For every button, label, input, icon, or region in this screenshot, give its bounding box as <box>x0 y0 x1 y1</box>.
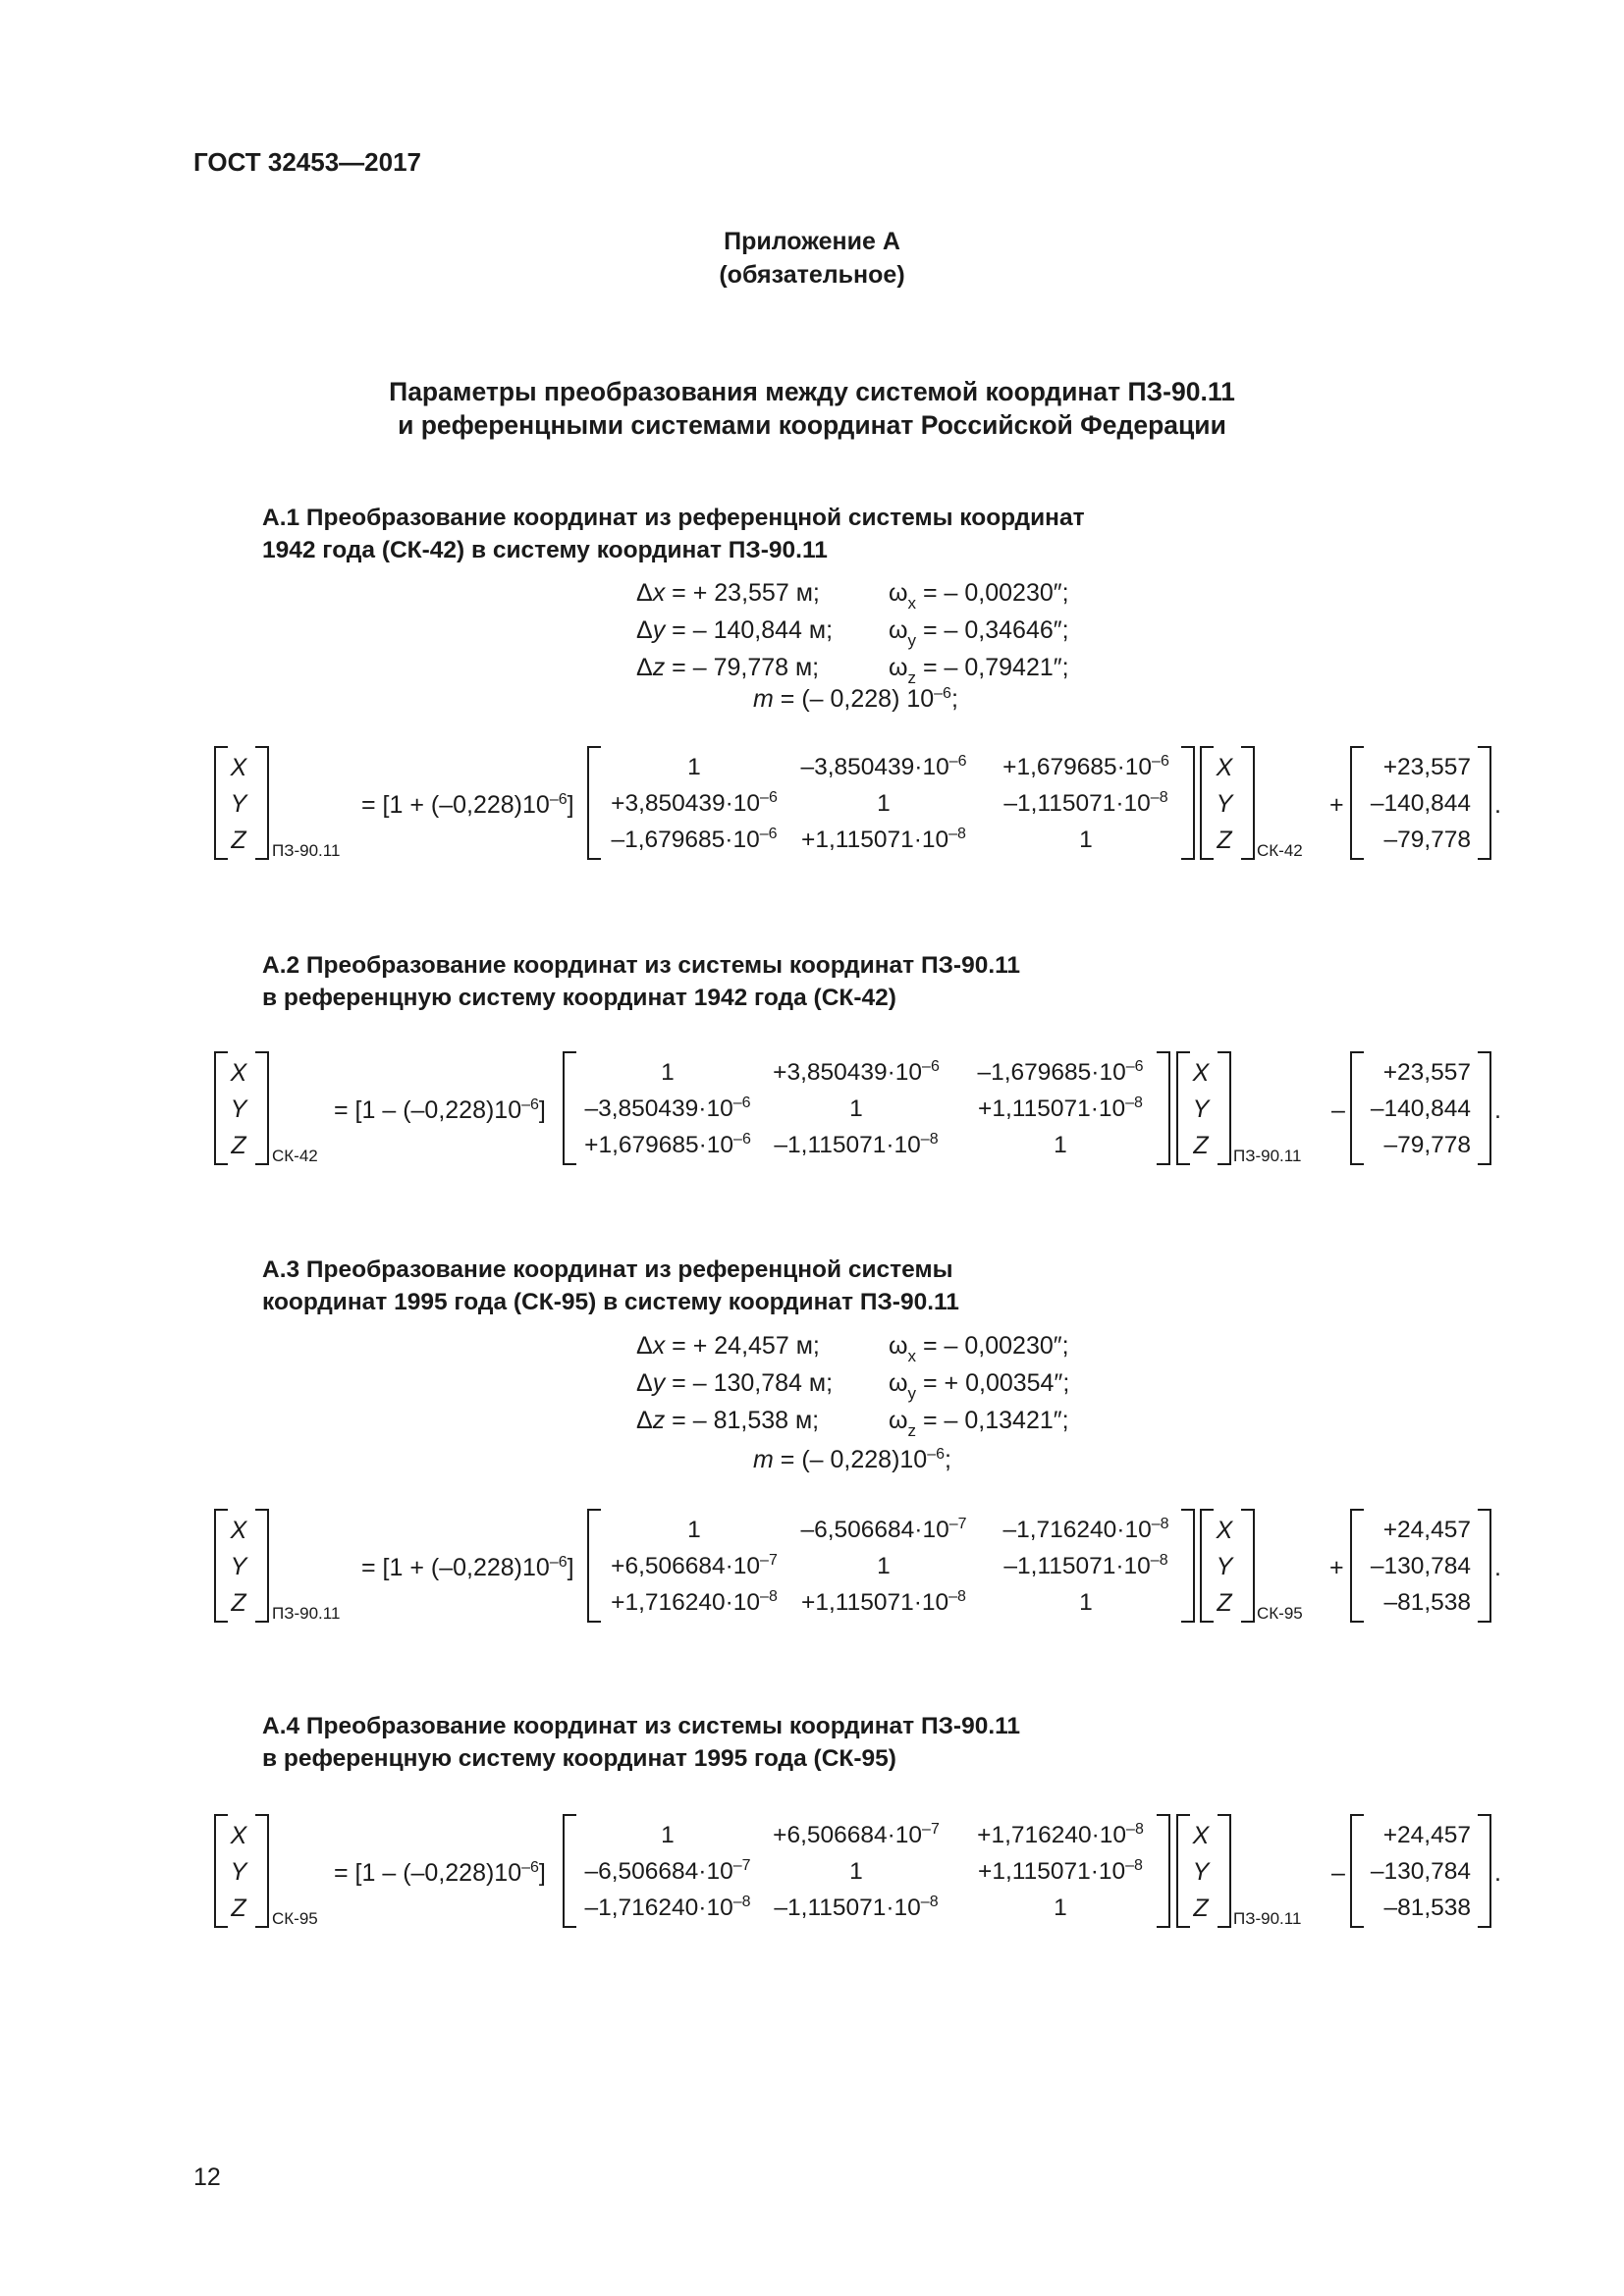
param-dz: Δz = – 81,538 м; <box>636 1407 820 1434</box>
var-y: Y <box>230 1553 247 1580</box>
shift-value: +23,557 <box>1382 1059 1471 1086</box>
matrix-cell: $-1,679685\cdot 10^{-6}$ <box>611 826 778 853</box>
var-y: Y <box>230 790 247 818</box>
var-x: X <box>1216 754 1233 781</box>
rhs-bracket-right <box>1241 746 1255 860</box>
matrix-bracket-right <box>1157 1051 1170 1165</box>
matrix-cell: 1 <box>687 1517 701 1543</box>
matrix-cell: $-3,850439\cdot 10^{-6}$ <box>800 753 967 780</box>
page-title-line1: Параметры преобразования между системой координат ПЗ-90.11 <box>389 377 1235 406</box>
param-dy: Δy = – 130,784 м; <box>636 1369 834 1397</box>
appendix-title: Приложение А <box>724 228 900 255</box>
matrix-cell: $+1,716240\cdot 10^{-8}$ <box>977 1821 1144 1848</box>
shift-bracket-right <box>1478 746 1491 860</box>
period: . <box>1494 1859 1501 1887</box>
rhs-bracket-right <box>1218 1814 1231 1928</box>
shift-value: –130,784 <box>1370 1553 1471 1579</box>
rhs-system-label: СК-42 <box>1257 841 1303 860</box>
var-y: Y <box>1192 1095 1210 1123</box>
rhs-system-label: ПЗ-90.11 <box>1233 1909 1302 1928</box>
lhs-bracket-right <box>255 1509 269 1623</box>
matrix-cell: $-1,716240\cdot 10^{-8}$ <box>584 1894 751 1921</box>
page-title-line2: и референцными системами координат Российской Федерации <box>398 410 1226 440</box>
matrix-cell: $-3,850439\cdot 10^{-6}$ <box>584 1095 751 1122</box>
lhs-bracket-right <box>255 1051 269 1165</box>
section-a2-heading-line2: в референцную систему координат 1942 года (СК-42) <box>262 985 896 1011</box>
operator: + <box>1329 1554 1344 1581</box>
scale-factor: = $[1 - (-0,228)10^{-6}]$ <box>334 1859 546 1887</box>
rhs-system-label: ПЗ-90.11 <box>1233 1147 1302 1165</box>
var-z: Z <box>1193 1895 1209 1922</box>
section-a1-heading-line2: 1942 года (СК-42) в систему координат ПЗ-90.11 <box>262 537 828 563</box>
param-wx: $\omega_x$ = – 0,00230″; <box>889 1332 1069 1365</box>
var-y: Y <box>230 1858 247 1886</box>
matrix-cell: 1 <box>1054 1132 1067 1158</box>
var-z: Z <box>231 827 246 854</box>
scale-factor: = $[1 - (-0,228)10^{-6}]$ <box>334 1096 546 1124</box>
matrix-cell: $-6,506684\cdot 10^{-7}$ <box>584 1857 751 1885</box>
appendix-status: (обязательное) <box>719 261 905 289</box>
matrix-bracket-right <box>1157 1814 1170 1928</box>
lhs-bracket-right <box>255 746 269 860</box>
matrix-cell: 1 <box>1079 827 1093 853</box>
matrix-cell: $+1,115071\cdot 10^{-8}$ <box>978 1095 1143 1122</box>
matrix-bracket-right <box>1181 1509 1195 1623</box>
var-x: X <box>1192 1059 1210 1087</box>
param-m: m = (– $0,228)10^{-6}$; <box>753 1446 951 1473</box>
matrix-cell: $+1,679685\cdot 10^{-6}$ <box>1002 753 1169 780</box>
matrix-cell: $+1,115071\cdot 10^{-8}$ <box>978 1857 1143 1885</box>
var-x: X <box>230 1822 247 1849</box>
matrix-cell: $-1,679685\cdot 10^{-6}$ <box>977 1058 1144 1086</box>
shift-value: –79,778 <box>1383 827 1471 853</box>
matrix-cell: $-1,115071\cdot 10^{-8}$ <box>774 1131 939 1158</box>
param-wy: $\omega_y$ = – 0,34646″; <box>889 616 1069 650</box>
var-z: Z <box>231 1132 246 1159</box>
param-m: m = (– 0,228) $10^{-6}$; <box>753 685 958 713</box>
rhs-bracket-right <box>1218 1051 1231 1165</box>
section-a4-heading-line2: в референцную систему координат 1995 года (СК-95) <box>262 1745 896 1772</box>
matrix-cell: 1 <box>661 1822 675 1848</box>
lhs-system-label: СК-95 <box>272 1909 318 1928</box>
var-y: Y <box>1216 790 1233 818</box>
var-z: Z <box>231 1895 246 1922</box>
period: . <box>1494 1096 1501 1124</box>
shift-value: –130,784 <box>1370 1858 1471 1885</box>
param-wx: $\omega_x$ = – 0,00230″; <box>889 579 1069 613</box>
matrix-cell: $+1,679685\cdot 10^{-6}$ <box>584 1131 751 1158</box>
matrix-cell: 1 <box>849 1858 863 1885</box>
scale-factor: = $[1 + (-0,228)10^{-6}]$ <box>361 791 574 819</box>
lhs-system-label: СК-42 <box>272 1147 318 1165</box>
shift-value: –81,538 <box>1383 1589 1471 1616</box>
matrix-cell: $+3,850439\cdot 10^{-6}$ <box>611 789 778 817</box>
matrix-cell: $-1,115071\cdot 10^{-8}$ <box>774 1894 939 1921</box>
param-dz: Δz = – 79,778 м; <box>636 654 820 681</box>
param-dx: Δx = + 23,557 м; <box>636 579 820 607</box>
shift-value: –79,778 <box>1383 1132 1471 1158</box>
section-a3-heading-line1: А.3 Преобразование координат из референцной системы <box>262 1256 953 1283</box>
var-x: X <box>230 754 247 781</box>
param-wz: $\omega_z$ = – 0,13421″; <box>889 1407 1069 1440</box>
matrix-cell: $+6,506684\cdot 10^{-7}$ <box>611 1552 778 1579</box>
matrix-bracket-right <box>1181 746 1195 860</box>
matrix-cell: 1 <box>687 754 701 780</box>
operator: + <box>1329 791 1344 819</box>
matrix-cell: $-1,115071\cdot 10^{-8}$ <box>1003 1552 1168 1579</box>
param-dy: Δy = – 140,844 м; <box>636 616 834 644</box>
page-number: 12 <box>193 2163 221 2191</box>
var-z: Z <box>1217 1589 1232 1617</box>
shift-bracket-right <box>1478 1509 1491 1623</box>
shift-value: +23,557 <box>1382 754 1471 780</box>
matrix-cell: 1 <box>661 1059 675 1086</box>
shift-bracket-right <box>1478 1051 1491 1165</box>
shift-value: +24,457 <box>1382 1517 1471 1543</box>
var-z: Z <box>1217 827 1232 854</box>
rhs-system-label: СК-95 <box>1257 1604 1303 1623</box>
matrix-bracket-left <box>587 746 601 860</box>
section-a1-heading-line1: А.1 Преобразование координат из референцной системы координат <box>262 505 1085 531</box>
matrix-cell: $-6,506684\cdot 10^{-7}$ <box>800 1516 967 1543</box>
operator: – <box>1331 1096 1345 1124</box>
var-y: Y <box>1192 1858 1210 1886</box>
var-x: X <box>230 1517 247 1544</box>
matrix-cell: $+1,115071\cdot 10^{-8}$ <box>801 826 966 853</box>
section-a2-heading-line1: А.2 Преобразование координат из системы координат ПЗ-90.11 <box>262 952 1021 979</box>
shift-value: +24,457 <box>1382 1822 1471 1848</box>
var-x: X <box>230 1059 247 1087</box>
document-header: ГОСТ 32453—2017 <box>193 147 421 177</box>
matrix-cell: $+3,850439\cdot 10^{-6}$ <box>773 1058 940 1086</box>
matrix-cell: $-1,115071\cdot 10^{-8}$ <box>1003 789 1168 817</box>
matrix-cell: $+6,506684\cdot 10^{-7}$ <box>773 1821 940 1848</box>
matrix-cell: 1 <box>877 790 891 817</box>
period: . <box>1494 1554 1501 1581</box>
var-y: Y <box>230 1095 247 1123</box>
period: . <box>1494 791 1501 819</box>
lhs-bracket-right <box>255 1814 269 1928</box>
var-y: Y <box>1216 1553 1233 1580</box>
matrix-cell: 1 <box>877 1553 891 1579</box>
lhs-system-label: ПЗ-90.11 <box>272 841 341 860</box>
matrix-cell: 1 <box>849 1095 863 1122</box>
var-x: X <box>1216 1517 1233 1544</box>
var-x: X <box>1192 1822 1210 1849</box>
rhs-bracket-right <box>1241 1509 1255 1623</box>
param-wy: $\omega_y$ = + 0,00354″; <box>889 1369 1070 1403</box>
matrix-cell: $+1,115071\cdot 10^{-8}$ <box>801 1588 966 1616</box>
shift-value: –81,538 <box>1383 1895 1471 1921</box>
operator: – <box>1331 1859 1345 1887</box>
section-a3-heading-line2: координат 1995 года (СК-95) в систему координат ПЗ-90.11 <box>262 1289 959 1315</box>
matrix-bracket-left <box>587 1509 601 1623</box>
matrix-cell: $+1,716240\cdot 10^{-8}$ <box>611 1588 778 1616</box>
matrix-cell: $-1,716240\cdot 10^{-8}$ <box>1002 1516 1169 1543</box>
shift-bracket-right <box>1478 1814 1491 1928</box>
lhs-system-label: ПЗ-90.11 <box>272 1604 341 1623</box>
param-dx: Δx = + 24,457 м; <box>636 1332 820 1360</box>
var-z: Z <box>1193 1132 1209 1159</box>
scale-factor: = $[1 + (-0,228)10^{-6}]$ <box>361 1554 574 1581</box>
matrix-cell: 1 <box>1079 1589 1093 1616</box>
shift-value: –140,844 <box>1370 1095 1471 1122</box>
param-wz: $\omega_z$ = – 0,79421″; <box>889 654 1069 687</box>
matrix-cell: 1 <box>1054 1895 1067 1921</box>
shift-value: –140,844 <box>1370 790 1471 817</box>
section-a4-heading-line1: А.4 Преобразование координат из системы координат ПЗ-90.11 <box>262 1713 1021 1739</box>
var-z: Z <box>231 1589 246 1617</box>
